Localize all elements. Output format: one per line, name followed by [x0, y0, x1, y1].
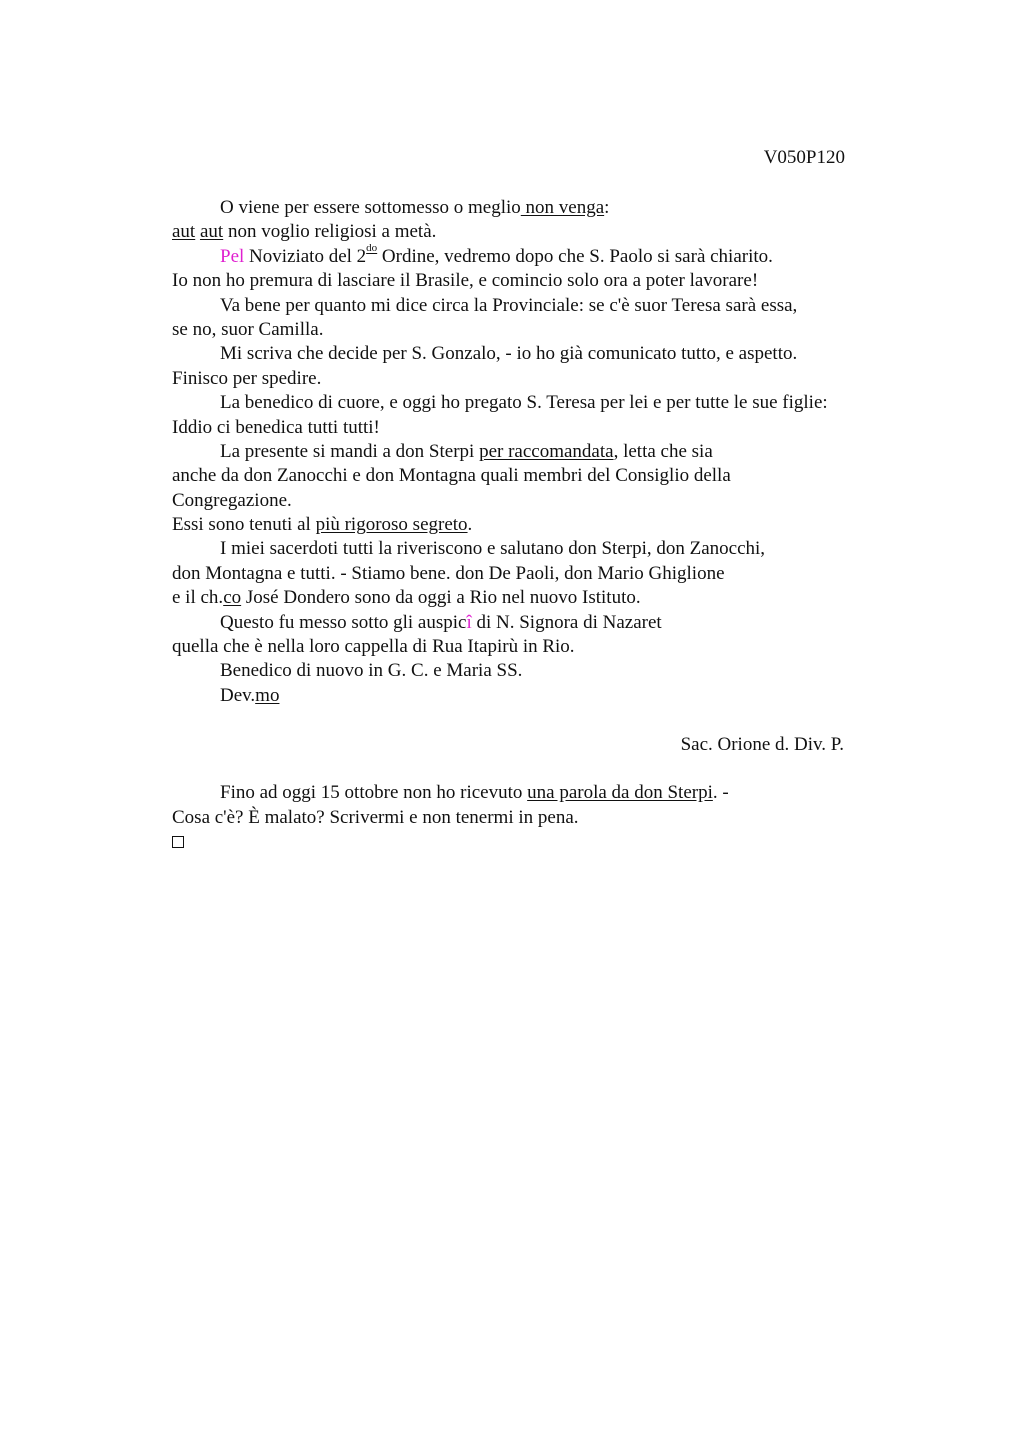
letter-line: don Montagna e tutti. - Stiamo bene. don De Paoli, don Mario Ghiglione — [172, 562, 725, 584]
letter-line: quella che è nella loro cappella di Rua Itapirù in Rio. — [172, 636, 575, 658]
letter-line — [172, 440, 912, 464]
signature: Sac. Orione d. Div. P. — [680, 733, 844, 755]
text-run: José Dondero sono da oggi a Rio nel nuovo Istituto. — [241, 587, 641, 609]
letter-line: Finisco per spedire. — [172, 367, 322, 389]
letter-line — [172, 586, 912, 610]
text-run: Questo fu messo sotto gli auspic — [220, 611, 467, 633]
underlined-text: una parola da don Sterpi — [527, 782, 713, 804]
letter-line — [172, 220, 912, 244]
letter-body — [172, 196, 912, 855]
text-run: . — [467, 514, 473, 536]
letter-line: Iddio ci benedica tutti tutti! — [172, 416, 380, 438]
underlined-text: per raccomandata — [479, 440, 614, 462]
text-run: : — [604, 197, 610, 218]
underlined-text: co — [223, 587, 242, 609]
postscript-line: Cosa c'è? È malato? Scrivermi e non tenermi in pena. — [172, 806, 579, 828]
letter-line: Mi scriva che decide per S. Gonzalo, - io ho già comunicato tutto, e aspetto. — [220, 343, 798, 365]
letter-line: La benedico di cuore, e oggi ho pregato S. Teresa per lei e per tutte le sue figlie: — [220, 392, 828, 414]
letter-line: Va bene per quanto mi dice circa la Provinciale: se c'è suor Teresa sarà essa, — [220, 294, 798, 316]
letter-line — [172, 684, 912, 708]
text-run: O viene per essere sottomesso o meglio — [220, 197, 521, 218]
postscript-line — [172, 781, 912, 805]
blank-line — [172, 757, 912, 781]
highlighted-text: î — [466, 611, 472, 633]
letter-line — [172, 196, 912, 220]
page-id: V050P120 — [763, 147, 845, 168]
underlined-text: aut — [199, 221, 224, 243]
letter-line: se no, suor Camilla. — [172, 318, 324, 340]
superscript-text: do — [366, 241, 378, 254]
letter-line — [172, 611, 912, 635]
letter-line: Io non ho premura di lasciare il Brasile, e comincio solo ora a poter lavorare! — [172, 270, 759, 292]
text-run: non voglio religiosi a metà. — [223, 221, 437, 243]
text-run: Dev. — [220, 684, 256, 706]
highlighted-text: Pel — [220, 245, 245, 267]
underlined-text: mo — [255, 684, 280, 706]
text-run: . - — [712, 782, 729, 804]
text-run: Ordine, vedremo dopo che S. Paolo si sarà chiarito. — [377, 245, 773, 267]
letter-line: I miei sacerdoti tutti la riveriscono e salutano don Sterpi, don Zanocchi, — [220, 538, 766, 560]
text-run: Essi sono tenuti al — [172, 514, 316, 536]
text-run: La presente si mandi a don Sterpi — [220, 440, 480, 462]
square-icon — [172, 836, 184, 848]
letter-line: Congregazione. — [172, 489, 292, 511]
text-run: e il ch. — [172, 587, 224, 609]
end-marker — [172, 830, 912, 854]
text-run: di N. Signora di Nazaret — [471, 611, 662, 633]
letter-line: anche da don Zanocchi e don Montagna quali membri del Consiglio della — [172, 465, 731, 487]
letter-line — [172, 513, 912, 537]
text-run: , letta che sia — [613, 440, 713, 462]
letter-line: Benedico di nuovo in G. C. e Maria SS. — [220, 660, 523, 682]
underlined-text: più rigoroso segreto — [315, 514, 468, 536]
blank-line — [172, 708, 912, 732]
underlined-text: aut — [172, 221, 196, 243]
letter-line — [172, 241, 912, 269]
text-run: Noviziato del 2 — [244, 245, 367, 267]
underlined-text: non venga — [520, 197, 605, 218]
text-run: Fino ad oggi 15 ottobre non ho ricevuto — [220, 782, 528, 804]
